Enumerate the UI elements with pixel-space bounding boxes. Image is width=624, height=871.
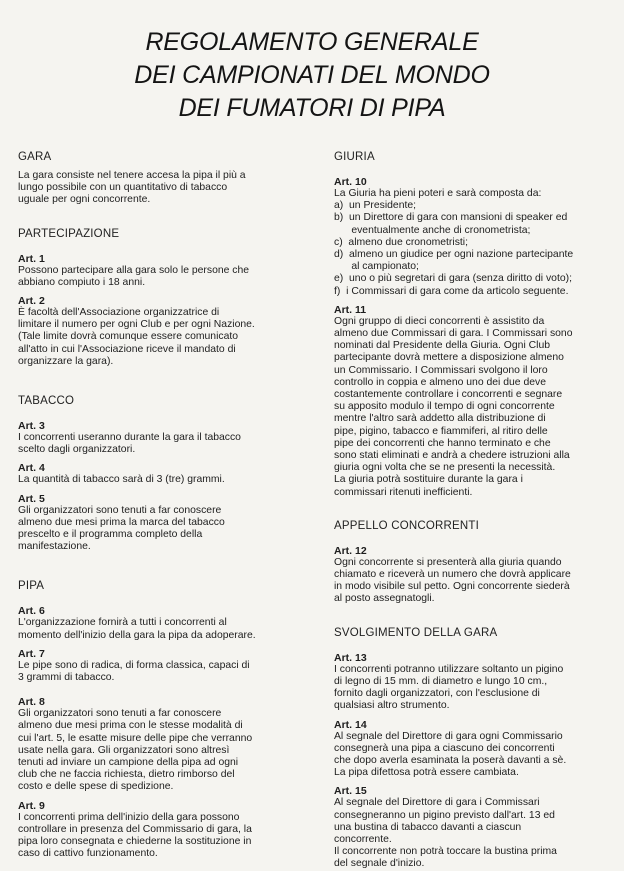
paragraph (334, 664, 620, 713)
text-line: pipe, pigino, tabacco e fiammiferi, al ritiro delle (334, 425, 548, 437)
article-9 (18, 800, 304, 861)
text-line: e) uno o più segretari di gara (senza diritto di voto); (334, 273, 572, 285)
text-line: all'atto in cui l'Associazione riceve il mandato di (18, 343, 236, 355)
paragraph (18, 170, 304, 207)
text-line: scelto dagli organizzatori. (18, 444, 136, 456)
article-label: Art. 8 (18, 696, 45, 709)
article-15 (334, 785, 620, 870)
text-line: chiamato e riceverà un numero che dovrà applicare (334, 569, 571, 581)
text-line: momento dell'inizio della gara la pipa da adoperare. (18, 629, 256, 641)
text-line: Gli organizzatori sono tenuti a far conoscere (18, 504, 222, 516)
article-7 (18, 648, 304, 684)
paragraph (334, 557, 620, 606)
text-line: Possono partecipare alla gara solo le persone che (18, 264, 250, 276)
text-line: La Giuria ha pieni poteri e sarà composta da: (334, 188, 542, 199)
text-line: cui l'art. 5, le esatte misure delle pipe che verranno (18, 732, 253, 744)
text-line: (Tale limite dovrà comunque essere comunicato (18, 331, 239, 343)
article-label: Art. 11 (334, 303, 367, 316)
text-line: È facoltà dell'Associazione organizzatrice di (18, 307, 220, 319)
text-line: commissari ritenuti inefficienti. (334, 486, 473, 498)
article-label: Art. 3 (18, 420, 45, 433)
text-line: eventualmente anche di cronometrista; (334, 224, 531, 236)
article-label: Art. 13 (334, 651, 367, 664)
section-appello (334, 519, 620, 606)
text-line: qualsiasi altro strumento. (334, 700, 450, 712)
article-label: Art. 2 (18, 295, 45, 308)
text-line: c) almeno due cronometristi; (334, 236, 468, 248)
section-heading: SVOLGIMENTO DELLA GARA (334, 626, 498, 639)
text-line: Le pipe sono di radica, di forma classica, capaci di (18, 659, 250, 671)
text-line: su apposito modulo il tempo di ogni concorrente (334, 401, 555, 413)
text-line: mentre l'altro sarà addetto alla distribuzione di (334, 413, 546, 425)
text-line: concorrente. (334, 833, 392, 845)
section-heading: APPELLO CONCORRENTI (334, 519, 480, 532)
article-5 (18, 493, 304, 554)
text-line: controllo in coppia e almeno uno dei due deve (334, 376, 547, 388)
text-line: Gli organizzatori sono tenuti a far conoscere (18, 708, 222, 720)
paragraph (18, 617, 304, 641)
text-line: La pipa difettosa potrà essere cambiata. (334, 767, 519, 779)
text-line: consegneranno un pigino previsto dall'art. 13 ed (334, 809, 555, 821)
section-heading: GARA (18, 151, 52, 163)
text-line: Al segnale del Direttore di gara i Commissari (334, 797, 540, 809)
article-label: Art. 4 (18, 462, 45, 475)
text-line: consegnerà una pipa a ciascuno dei concorrenti (334, 742, 555, 754)
text-line: Ogni gruppo di dieci concorrenti è assistito da (334, 315, 545, 327)
text-line: manifestazione. (18, 541, 91, 553)
text-line: costo e delle spese di spedizione. (18, 781, 174, 793)
text-line: f) i Commissari di gara come da articolo seguente. (334, 285, 569, 297)
paragraph (18, 307, 304, 368)
section-giuria (334, 150, 620, 499)
text-line: lungo possibile con un quantitativo di tabacco (18, 182, 228, 194)
article-14 (334, 719, 620, 780)
text-line: caso di cattivo funzionamento. (18, 848, 158, 860)
section-tabacco (18, 394, 304, 553)
article-label: Art. 5 (18, 492, 45, 505)
text-line: La quantità di tabacco sarà di 3 (tre) grammi. (18, 474, 225, 486)
paragraph (334, 797, 620, 870)
text-line: I concorrenti prima dell'inizio della gara possono (18, 811, 240, 823)
text-line: di legno di 15 mm. di diametro e lungo 10 cm., (334, 675, 548, 687)
paragraph (18, 265, 304, 289)
text-line: in modo visibile sul petto. Ogni concorrente siederà (334, 581, 570, 593)
text-line: limitare il numero per ogni Club e per ogni Nazione. (18, 319, 255, 331)
text-line: Ogni concorrente si presenterà alla giuria quando (334, 556, 562, 568)
paragraph (334, 188, 620, 298)
title-line-3: DEI FUMATORI DI PIPA (178, 94, 446, 122)
left-column (18, 150, 304, 861)
text-line: abbiano compiuto i 18 anni. (18, 276, 146, 288)
article-6 (18, 605, 304, 641)
text-line: prescelto e il programma completo della (18, 529, 203, 541)
section-heading: GIURIA (334, 151, 375, 163)
text-line: Al segnale del Direttore di gara ogni Commissario (334, 730, 563, 742)
text-line: che dopo averla esaminata la poserà davanti a sè. (334, 754, 567, 766)
text-line: al campionato; (334, 261, 419, 273)
text-line: pipe dei concorrenti che hanno terminato e che (334, 437, 551, 449)
text-line: I concorrenti useranno durante la gara il tabacco (18, 432, 241, 444)
right-column (334, 150, 620, 871)
text-line: organizzare la gara). (18, 355, 114, 367)
document-title (0, 26, 624, 125)
text-line: almeno due mesi prima la marca del tabacco (18, 516, 225, 528)
text-line: I concorrenti potranno utilizzare soltanto un pigino (334, 663, 564, 675)
text-line: partecipante dovrà mettere a disposizione almeno (334, 352, 564, 364)
paragraph (18, 812, 304, 861)
article-label: Art. 7 (18, 647, 45, 660)
text-line: usate nella gara. Gli organizzatori sono altresì (18, 744, 230, 756)
text-line: controllare in presenza del Commissario di gara, la (18, 823, 252, 835)
article-1 (18, 253, 304, 289)
title-line-2: DEI CAMPIONATI DEL MONDO (134, 61, 490, 89)
text-line: club che ne faccia richiesta, dietro rimborso del (18, 769, 235, 781)
article-label: Art. 15 (334, 785, 367, 798)
text-line: uguale per ogni concorrente. (18, 194, 151, 206)
text-line: costantemente controllare i concorrenti e segnare (334, 389, 563, 401)
paragraph (334, 731, 620, 780)
article-10 (334, 176, 620, 298)
article-label: Art. 1 (18, 252, 45, 265)
text-line: a) un Presidente; (334, 200, 417, 212)
title-line-1: REGOLAMENTO GENERALE (145, 28, 479, 56)
text-line: giuria ogni volta che se ne presenti la necessità. (334, 462, 556, 474)
article-2 (18, 295, 304, 368)
paragraph (18, 708, 304, 793)
text-line: pipa loro consegnata e chiederne la sostituzione in (18, 836, 252, 848)
section-heading: TABACCO (18, 395, 75, 408)
section-heading: PIPA (18, 580, 45, 593)
article-12 (334, 545, 620, 606)
text-line: Il concorrente non potrà toccare la bustina prima (334, 846, 557, 858)
text-line: al posto assegnatogli. (334, 593, 435, 605)
article-label: Art. 14 (334, 718, 367, 731)
article-label: Art. 10 (334, 176, 367, 188)
text-line: nominati dal Presidente della Giuria. Ogni Club (334, 340, 551, 352)
text-line: una bustina di tabacco davanti a ciascun (334, 821, 522, 833)
section-partecipazione (18, 227, 304, 368)
text-line: L'organizzazione fornirà a tutti i concorrenti al (18, 617, 227, 629)
article-4 (18, 462, 304, 486)
text-line: del segnale d'inizio. (334, 858, 425, 870)
text-line: fornito dagli organizzatori, con l'esclusione di (334, 688, 540, 700)
article-label: Art. 12 (334, 544, 367, 557)
article-3 (18, 420, 304, 456)
text-line: b) un Direttore di gara con mansioni di speaker ed (334, 212, 568, 224)
paragraph (334, 316, 620, 499)
article-11 (334, 304, 620, 499)
paragraph (18, 474, 304, 486)
text-line: sono stati eliminati e andrà a chedere istruzioni alla (334, 450, 570, 462)
section-pipa (18, 579, 304, 860)
section-gara (18, 150, 304, 207)
section-heading: PARTECIPAZIONE (18, 227, 120, 240)
text-line: La giuria potrà sostituire durante la gara i (334, 474, 523, 486)
article-label: Art. 6 (18, 605, 45, 618)
text-line: d) almeno un giudice per ogni nazione partecipante (334, 249, 574, 261)
text-line: La gara consiste nel tenere accesa la pipa il più a (18, 170, 246, 181)
text-line: un Commissario. I Commissari svolgono il loro (334, 364, 548, 376)
section-svolgimento (334, 626, 620, 871)
text-line: 3 grammi di tabacco. (18, 672, 115, 684)
article-label: Art. 9 (18, 799, 45, 812)
text-line: tenuti ad inviare un campione della pipa ad ogni (18, 757, 239, 769)
paragraph (18, 432, 304, 456)
text-line: almeno due mesi prima con le stesse modalità di (18, 720, 243, 732)
text-line: almeno due Commissari di gara. I Commissari sono (334, 328, 573, 340)
paragraph (18, 505, 304, 554)
article-8 (18, 696, 304, 793)
paragraph (18, 660, 304, 684)
article-13 (334, 652, 620, 713)
